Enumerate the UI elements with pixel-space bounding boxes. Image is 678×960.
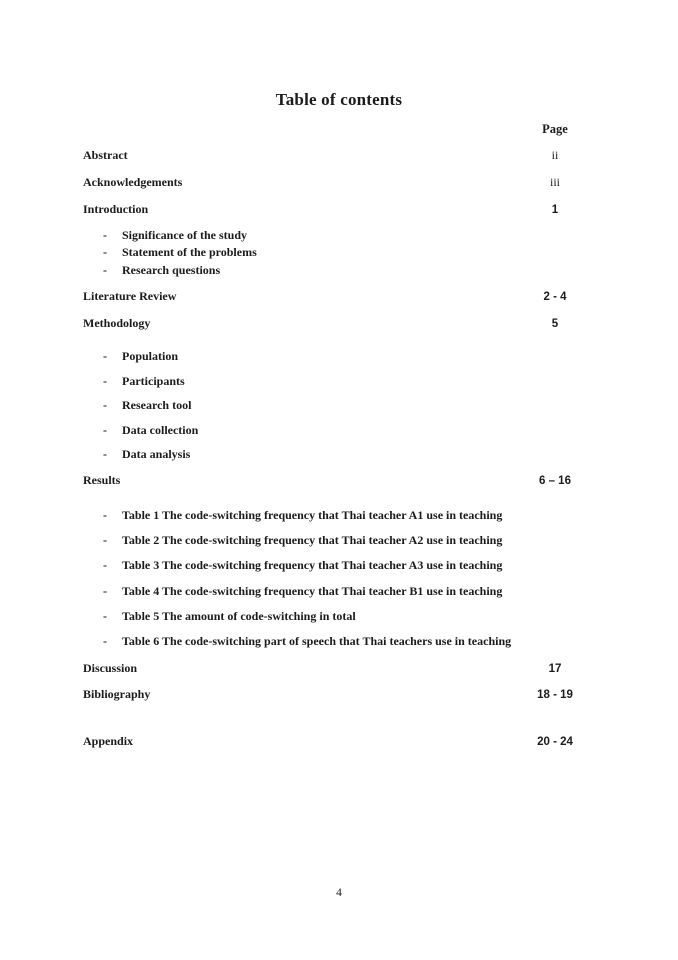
- toc-entry-page: 2 - 4: [543, 290, 567, 303]
- page-title: Table of contents: [275, 90, 403, 109]
- toc-subitem-label: Table 6 The code-switching part of speech that Thai teachers use in teaching: [122, 633, 512, 648]
- bullet-dash: -: [103, 422, 107, 437]
- toc-subitem: [103, 246, 573, 263]
- toc-entry-results: [83, 474, 591, 488]
- toc-entry-literature-review: [83, 290, 591, 304]
- toc-entry-abstract: [83, 149, 591, 162]
- toc-subitem: [103, 635, 573, 660]
- toc-entry-page: 1: [551, 203, 559, 216]
- toc-subitem: [103, 229, 573, 246]
- toc-entry-page: 20 - 24: [537, 735, 573, 748]
- bullet-dash: -: [103, 533, 107, 548]
- toc-subitem-label: Table 4 The code-switching frequency that Thai teacher B1 use in teaching: [122, 583, 503, 598]
- toc-entry-page: 17: [548, 662, 562, 675]
- toc-entry-acknowledgements: [83, 176, 591, 189]
- toc-subitem-label: Significance of the study: [122, 228, 248, 242]
- bullet-dash: -: [103, 583, 107, 598]
- bullet-dash: -: [103, 558, 107, 573]
- toc-entry-label: Results: [83, 473, 121, 487]
- toc-entry-introduction: [83, 203, 591, 217]
- toc-subitem: [103, 375, 573, 400]
- bullet-dash: -: [103, 398, 107, 412]
- toc-entry-appendix: [83, 735, 591, 749]
- toc-subitem-label: Table 2 The code-switching frequency that Thai teacher A2 use in teaching: [122, 533, 503, 548]
- toc-entry-page: 18 - 19: [537, 689, 573, 701]
- toc-subitem-label: Data collection: [122, 422, 199, 437]
- bullet-dash: -: [103, 373, 107, 388]
- toc-subitem-label: Statement of the problems: [122, 245, 257, 260]
- page-column-header: Page: [542, 122, 568, 136]
- toc-subitem: [103, 448, 573, 473]
- page-column-header-row: [83, 123, 591, 136]
- toc-entry-page: 5: [551, 317, 559, 330]
- toc-subitem: [103, 424, 573, 449]
- toc-entry-label: Introduction: [83, 201, 149, 216]
- toc-subitem-label: Research questions: [122, 262, 221, 277]
- toc-entry-page: iii: [549, 175, 560, 189]
- toc-subitem-label: Research tool: [122, 398, 192, 412]
- toc-subitem: [103, 534, 573, 559]
- toc-subitem: [103, 610, 573, 635]
- toc-entry-label: Literature Review: [83, 288, 177, 303]
- toc-subitem: [103, 264, 573, 281]
- toc-entry-discussion: [83, 662, 591, 676]
- toc-subitem-label: Participants: [122, 373, 185, 388]
- toc-entry-methodology: [83, 317, 591, 331]
- toc-entry-page: ii: [551, 148, 559, 162]
- introduction-subitem-list: [103, 229, 573, 281]
- toc-subitem-label: Table 1 The code-switching frequency that Thai teacher A1 use in teaching: [122, 508, 503, 522]
- toc-entry-label: Bibliography: [83, 687, 151, 701]
- bullet-dash: -: [103, 228, 107, 242]
- toc-entry-bibliography: [83, 688, 591, 702]
- methodology-subitem-list: [103, 350, 573, 473]
- bullet-dash: -: [103, 508, 107, 522]
- toc-subitem: [103, 399, 573, 424]
- toc-entry-label: Methodology: [83, 315, 151, 330]
- toc-subitem: [103, 509, 573, 534]
- toc-entry-label: Acknowledgements: [83, 175, 183, 189]
- toc-subitem-label: Table 3 The code-switching frequency that Thai teacher A3 use in teaching: [122, 558, 503, 573]
- toc-subitem-label: Population: [122, 349, 179, 363]
- toc-entry-label: Appendix: [83, 733, 134, 748]
- toc-entry-label: Discussion: [83, 660, 138, 675]
- toc-subitem: [103, 559, 573, 584]
- bullet-dash: -: [103, 245, 107, 260]
- toc-subitem-label: Data analysis: [122, 447, 191, 461]
- toc-subitem: [103, 350, 573, 375]
- bullet-dash: -: [103, 447, 107, 461]
- footer-page-number: 4: [336, 887, 342, 899]
- bullet-dash: -: [103, 608, 107, 623]
- toc-subitem-label: Table 5 The amount of code-switching in total: [122, 608, 356, 623]
- bullet-dash: -: [103, 349, 107, 363]
- results-subitem-list: [103, 509, 573, 660]
- toc-subitem: [103, 585, 573, 610]
- bullet-dash: -: [103, 633, 107, 648]
- toc-entry-page: 6 – 16: [539, 475, 571, 487]
- bullet-dash: -: [103, 262, 107, 277]
- toc-entry-label: Abstract: [83, 148, 128, 162]
